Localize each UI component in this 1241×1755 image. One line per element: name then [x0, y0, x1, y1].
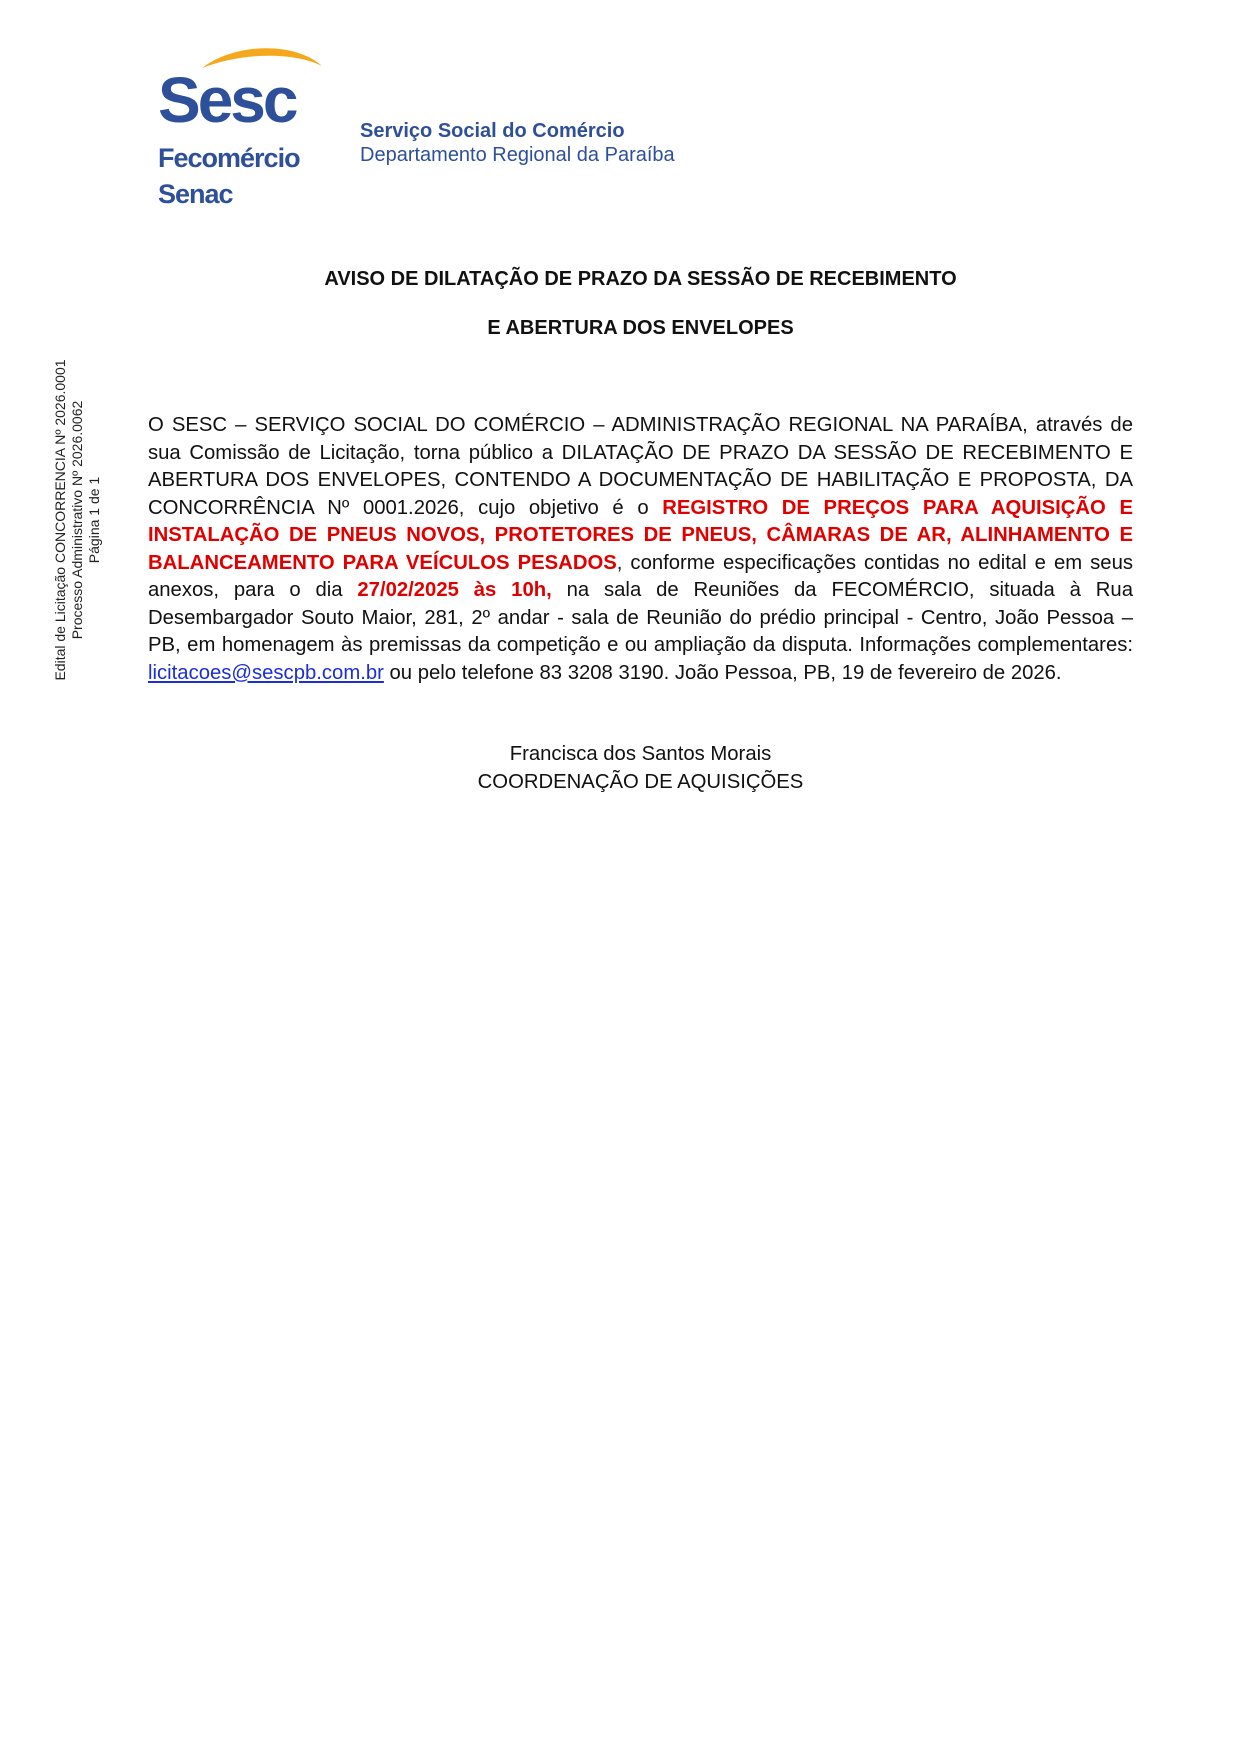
sesc-fecomercio-senac-logo [158, 46, 338, 216]
document-title-line-2: E ABERTURA DOS ENVELOPES [487, 317, 794, 339]
side-note-processo: Processo Administrativo Nº 2026.0062 [69, 400, 85, 640]
signatory-role: COORDENAÇÃO DE AQUISIÇÕES [477, 771, 804, 793]
organization-department: Departamento Regional da Paraíba [360, 144, 675, 166]
logo-brand-fecomercio: Fecomércio [158, 143, 300, 173]
notice-body [148, 412, 1133, 687]
side-note-edital: Edital de Licitação CONCORRENCIA Nº 2026.0001 [52, 359, 68, 681]
contact-email-link[interactable]: licitacoes@sescpb.com.br [148, 661, 384, 684]
side-note-pagina: Página 1 de 1 [86, 476, 102, 564]
body-specifications: , conforme especificações contidas no edital e em seus anexos, para o dia [148, 551, 1133, 601]
logo-brand-main: Sesc [158, 64, 296, 136]
signatory-name: Francisca dos Santos Morais [509, 743, 772, 765]
organization-name: Serviço Social do Comércio [360, 120, 625, 142]
logo-graphic [158, 46, 338, 216]
session-date: 27/02/2025 às 10h, [357, 579, 552, 601]
signature-block [148, 740, 1133, 796]
procurement-object: REGISTRO DE PREÇOS PARA AQUISIÇÃO E INSTALAÇÃO DE PNEUS NOVOS, PROTETORES DE PNEUS, CÂMARAS DE AR, ALINHAMENTO E BALANCEAMENTO PARA VEÍCULOS PESADOS [148, 496, 1133, 574]
document-title-line-1: AVISO DE DILATAÇÃO DE PRAZO DA SESSÃO DE RECEBIMENTO [324, 268, 957, 290]
logo-brand-senac: Senac [158, 179, 233, 209]
body-closing: ou pelo telefone 83 3208 3190. João Pessoa, PB, 19 de fevereiro de 2026. [383, 661, 1062, 684]
side-margin-note [52, 340, 103, 700]
organization-header [360, 119, 675, 167]
body-intro: O SESC – SERVIÇO SOCIAL DO COMÉRCIO – ADMINISTRAÇÃO REGIONAL NA PARAÍBA, através de sua Comissão de Licitação, torna público a DILATAÇÃO DE PRAZO DA SESSÃO DE RECEBIMENTO E ABERTURA DOS ENVELOPES, CONTENDO A DOCUMENTAÇÃO DE HABILITAÇÃO E PROPOSTA, DA CONCORRÊNCIA Nº 0001.2026, cujo objetivo é o [148, 414, 1133, 519]
body-location: na sala de Reuniões da FECOMÉRCIO, situada à Rua Desembargador Souto Maior, 281, 2º andar - sala de Reunião do prédio principal - Centro, João Pessoa – PB, em homenagem às premissas da competição e ou ampliação da disputa. Informações complementares: [148, 579, 1133, 656]
